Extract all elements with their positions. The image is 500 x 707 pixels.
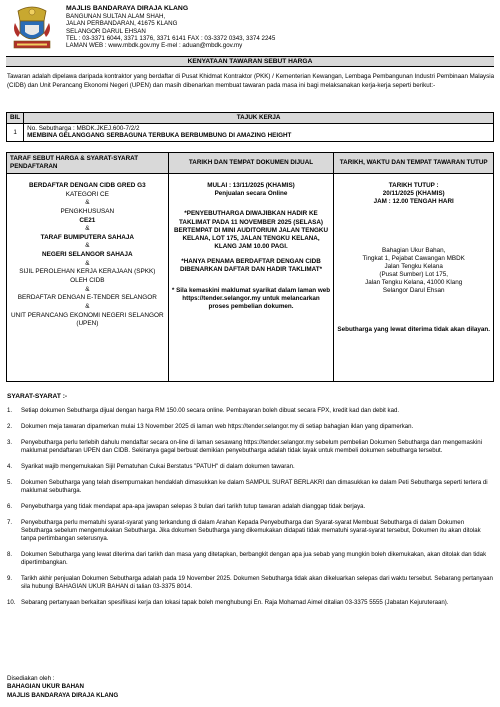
upen-requirement: UNIT PERANCANG EKONOMI NEGERI SELANGOR (UPEN) [11, 311, 164, 328]
municipal-crest-icon [12, 5, 52, 51]
registration-header: TARAF SEBUT HARGA & SYARAT-SYARAT PENDAFTARAN [7, 153, 169, 174]
ampersand: & [85, 259, 90, 267]
letterhead [8, 5, 492, 53]
sale-start-date: MULAI : 13/11/2025 (KHAMIS) [207, 182, 295, 189]
list-item: 10. Sebarang pertanyaan berkaitan spesifikasi kerja dan lokasi tapak boleh menghubungi En. Raja Mohamad Aimel ditalian 03-3375 5555 (Jabatan Kejuruteraan). [7, 599, 449, 607]
list-item: 5. Dokumen Sebutharga yang telah disempurnakan hendaklah dimasukkan ke dalam SAMPUL SURAT BERLAKRI dan dimasukkan ke dalam Peti Sebutharga seperti tertera di maklumat sebutharga. [7, 479, 488, 495]
organisation-details [66, 5, 275, 50]
ampersand: & [85, 302, 90, 310]
tajuk-header: TAJUK KERJA [24, 113, 494, 124]
document-sale-header: TARIKH DAN TEMPAT DOKUMEN DIJUAL [168, 153, 334, 174]
update-profile-note: * Sila kemaskini maklumat syarikat dalam laman web https://tender.selangor.my untuk melancarkan proses pembelian dokumen. [171, 286, 331, 310]
closing-cell [334, 174, 494, 382]
list-item: 8. Dokumen Sebutharga yang lewat diterima dari tarikh dan masa yang ditetapkan, berbangkit dengan apa jua sebab yang mungkin boleh dikemukakan, akan ditolak dan tidak dipertimbangkan. [7, 551, 487, 567]
list-item: 9. Tarikh akhir penjualan Dokumen Sebutharga adalah pada 19 November 2025. Dokumen Sebutharga tidak akan dikeluarkan selepas dari waktu tersebut. Sebarang pertanyaan sila hubungi BAHAGIAN UKUR BAHAN di talian 03-3375 8014. [7, 575, 493, 591]
contact-line: TEL : 03-3371 6044, 3371 1376, 3371 6141 FAX : 03-3372 0343, 3374 2245 [66, 34, 276, 42]
state-requirement: NEGERI SELANGOR SAHAJA [42, 251, 133, 259]
notice-title: KENYATAAN TAWARAN SEBUT HARGA [6, 56, 494, 67]
address-line: BANGUNAN SULTAN ALAM SHAH, [66, 13, 166, 21]
council-name: MAJLIS BANDARAYA DIRAJA KLANG [7, 691, 119, 699]
ampersand: & [85, 199, 90, 207]
online-sale-note: Penjualan secara Online [214, 190, 288, 198]
late-submission-note: Sebutharga yang lewat diterima tidak akan dilayan. [337, 325, 490, 333]
closing-time: JAM : 12.00 TENGAH HARI [373, 198, 454, 206]
tajuk-kerja-table [6, 112, 494, 142]
cidb-grade: BERDAFTAR DENGAN CIDB GRED G3 [28, 182, 146, 189]
intro-paragraph: Tawaran adalah dipelawa daripada kontraktor yang berdaftar di Pusat Khidmat Kontraktor (PKK) / Kementerian Kewangan, Lembaga Pembangunan Industri Pembinaan Malaysia (CIDB) dan Unit Perancang Ekonomi Negeri (UPEN) dan masih dibenarkan membuat tawaran pada masa ini bagi melaksanakan kerja-kerja seperti berikut:- [7, 73, 495, 89]
details-table [6, 152, 494, 382]
spkk-requirement: SIJIL PEROLEHAN KERJA KERAJAAN (SPKK) OLEH CIDB [19, 268, 156, 285]
etender-requirement: BERDAFTAR DENGAN E-TENDER SELANGOR [17, 294, 157, 302]
conditions-title: SYARAT-SYARAT :- [7, 393, 68, 400]
closing-date: 20/11/2025 (KHAMIS) [382, 190, 445, 198]
conditions-list [7, 407, 495, 616]
bumiputera-requirement: TARAF BUMIPUTERA SAHAJA [40, 233, 135, 241]
place-line: Tingkat 1, Pejabat Cawangan MBDK [362, 254, 465, 262]
place-line: Jalan Tengku Kelana, 41000 Klang [365, 279, 463, 287]
bil-cell: 1 [7, 123, 24, 141]
project-title: MEMBINA GELANGGANG SERBAGUNA TERBUKA BERBUMBUNG DI AMAZING HEIGHT [27, 132, 292, 140]
place-line: Jalan Tengku Kelana [384, 262, 443, 270]
tajuk-cell [24, 123, 494, 141]
list-item: 1. Setiap dokumen Sebutharga dijual dengan harga RM 150.00 secara online. Pembayaran boleh dibuat secara FPX, kredit kad dan debit kad. [7, 407, 400, 414]
closing-label: TARIKH TUTUP : [388, 182, 439, 189]
department-name: BAHAGIAN UKUR BAHAN [7, 683, 84, 691]
ampersand: & [85, 225, 90, 233]
document-sale-cell [168, 174, 334, 382]
bil-header: BIL [7, 113, 24, 124]
prepared-by [7, 675, 118, 700]
place-line: (Pusat Sumber) Lot 175, [379, 271, 448, 279]
place-line: Selangor Darul Ehsan [382, 287, 445, 295]
ampersand: & [85, 242, 90, 250]
ampersand: & [85, 285, 90, 293]
org-name: MAJLIS BANDARAYA DIRAJA KLANG [66, 5, 189, 12]
specialisation-code: CE21 [79, 216, 96, 224]
category: KATEGORI CE [65, 190, 109, 198]
place-line: Bahagian Ukur Bahan, [382, 246, 446, 254]
prepared-by-label: Disediakan oleh : [7, 675, 55, 682]
briefing-notice: *PENYEBUTHARGA DIWAJIBKAN HADIR KE TAKLIMAT PADA 11 NOVEMBER 2025 (SELASA) BERTEMPAT DI MINI AUDITORIUM JALAN TENGKU KELANA, LOT 175, JALAN TENGKU KELANA, KLANG JAM 10.00 PAGI. [173, 210, 329, 251]
specialisation-label: PENGKHUSUSAN [60, 207, 115, 215]
cidb-only-notice: *HANYA PENAMA BERDAFTAR DENGAN CIDB DIBENARKAN DAFTAR DAN HADIR TAKLIMAT* [180, 258, 323, 274]
list-item: 3. Penyebutharga perlu terlebih dahulu mendaftar secara on-line di laman sesawang https://tender.selangor.my sebelum pembelian Dokumen Sebutharga dan mengemaskini maklumat pendaftaran UPEN dan CIDB. Sekiranya gagal berbuat demikian penyebutharga adalah tidak layak untuk membeli dokumen sebutharga tersebut. [7, 439, 483, 455]
address-line: JALAN PERBANDARAN, 41675 KLANG [66, 20, 178, 28]
list-item: 2. Dokumen meja tawaran dipamerkan mulai 13 November 2025 di laman web https://tender.selangor.my di setiap bahagian iklan yang dipamerkan. [7, 423, 414, 431]
closing-header: TARIKH, WAKTU DAN TEMPAT TAWARAN TUTUP [334, 153, 494, 174]
list-item: 6. Penyebutharga yang tidak mendapat apa-apa jawapan selepas 3 bulan dari tarikh tutup tawaran adalah dianggap tidak berjaya. [7, 503, 366, 511]
registration-cell [7, 174, 169, 382]
address-line: SELANGOR DARUL EHSAN [66, 27, 146, 35]
reference-number: No. Sebutharga : MBDK.JKEJ.600-7/2/2 [27, 124, 140, 132]
list-item: 4. Syarikat wajib mengemukakan Sijil Pematuhan Cukai Berstatus "PATUH" di dalam dokumen tawaran. [7, 463, 295, 471]
web-line: LAMAN WEB : www.mbdk.gov.my E-mel : aduan@mbdk.gov.my [66, 42, 243, 50]
list-item: 7. Penyebutharga perlu mematuhi syarat-syarat yang terkandung di dalam Arahan Kepada Penyebutharga dan Syarat-syarat Membuat Sebutharga di dalam Dokumen Sebutharga sebelum mengemukakan Sebutharga. Jika dokumen Sebutharga yang dikemukakan didapati tidak mematuhi syarat-syarat tersebut, Dokumen itu akan ditolak tanpa pertimbangan seterusnya. [7, 519, 481, 543]
